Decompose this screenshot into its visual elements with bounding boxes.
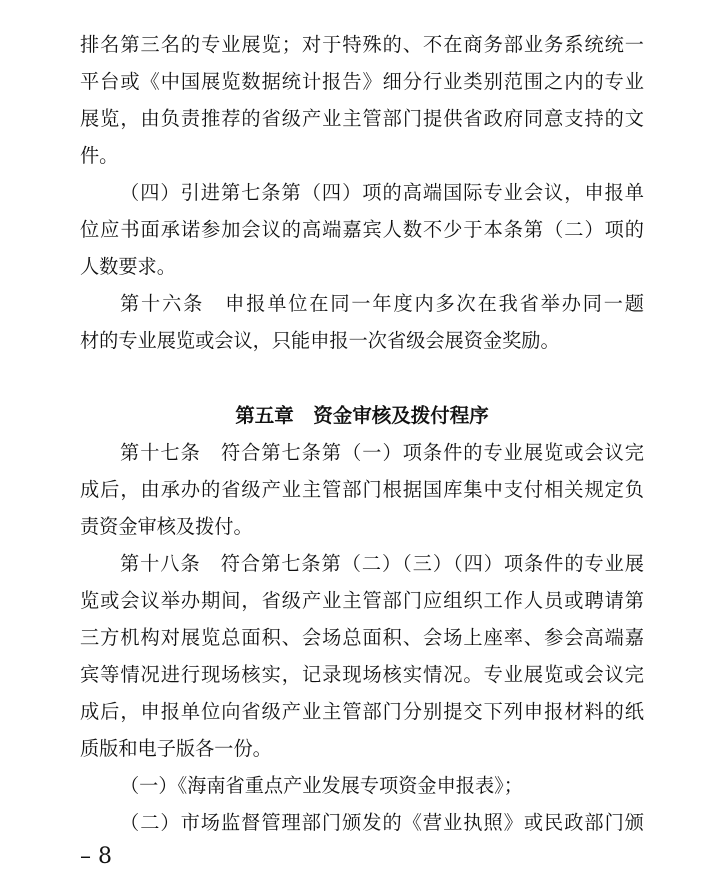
body-line: 宾等情况进行现场核实，记录现场核实情况。专业展览或会议完 [80, 663, 644, 686]
page-number-value: 8 [98, 844, 112, 869]
body-line: 人数要求。 [80, 255, 176, 278]
body-line: 位应书面承诺参加会议的高端嘉宾人数不少于本条第（二）项的 [80, 218, 644, 241]
body-line: 质版和电子版各一份。 [80, 737, 272, 760]
body-line: 展览，由负责推荐的省级产业主管部门提供省政府同意支持的文 [80, 107, 644, 130]
body-line: （一）《海南省重点产业发展专项资金申报表》； [120, 774, 523, 797]
body-line: 览或会议举办期间，省级产业主管部门应组织工作人员或聘请第 [80, 589, 644, 612]
body-line: 成后，由承办的省级产业主管部门根据国库集中支付相关规定负 [80, 478, 644, 501]
body-line: （二）市场监督管理部门颁发的《营业执照》或民政部门颁 [120, 811, 644, 834]
body-line: 责资金审核及拨付。 [80, 515, 253, 538]
body-line: （四）引进第七条第（四）项的高端国际专业会议，申报单 [120, 181, 644, 204]
page-number [80, 845, 112, 869]
body-line: 第十六条 申报单位在同一年度内多次在我省举办同一题 [120, 292, 644, 315]
body-line: 第十八条 符合第七条第（二）（三）（四）项条件的专业展 [120, 552, 644, 575]
body-line: 平台或《中国展览数据统计报告》细分行业类别范围之内的专业 [80, 70, 644, 93]
body-line: 件。 [80, 144, 119, 167]
body-line: 第十七条 符合第七条第（一）项条件的专业展览或会议完 [120, 441, 644, 464]
body-line: 成后，申报单位向省级产业主管部门分别提交下列申报材料的纸 [80, 700, 644, 723]
body-line: 材的专业展览或会议，只能申报一次省级会展资金奖励。 [80, 329, 560, 352]
body-line: 排名第三名的专业展览；对于特殊的、不在商务部业务系统统一 [80, 33, 644, 56]
chapter-heading: 第五章 资金审核及拨付程序 [235, 404, 489, 427]
page-number-dash: – [80, 844, 98, 869]
body-line: 三方机构对展览总面积、会场总面积、会场上座率、参会高端嘉 [80, 626, 644, 649]
